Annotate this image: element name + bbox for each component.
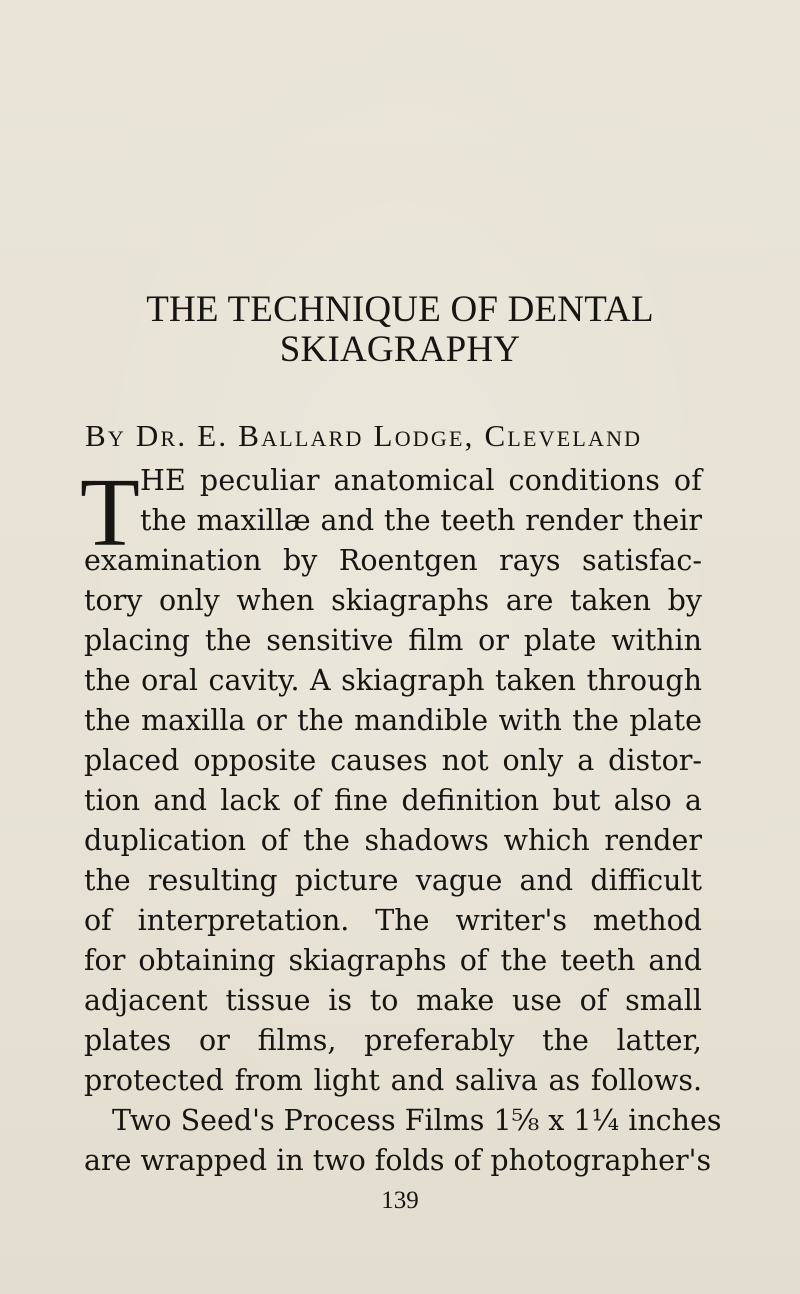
- body-text-line: plates or films, preferably the latter,: [84, 1024, 702, 1057]
- body-text-line: the resulting picture vague and difficult: [84, 864, 702, 897]
- article-title-line-2: SKIAGRAPHY: [279, 329, 521, 370]
- article-title-line-1: THE TECHNIQUE OF DENTAL: [146, 289, 654, 330]
- body-text-line: the maxillæ and the teeth render their: [140, 504, 702, 537]
- body-text-line: duplication of the shadows which render: [84, 824, 702, 857]
- body-text-line: HE peculiar anatomical conditions of: [140, 464, 702, 497]
- drop-cap: T: [80, 459, 140, 567]
- body-text-line: protected from light and saliva as follows.: [84, 1064, 702, 1097]
- page-number: 139: [381, 1187, 419, 1214]
- body-text-line: the oral cavity. A skiagraph taken through: [84, 664, 702, 697]
- body-text-line: for obtaining skiagraphs of the teeth and: [84, 944, 702, 977]
- body-text-line: tory only when skiagraphs are taken by: [84, 584, 702, 617]
- body-text-line: Two Seed's Process Films 1⅝ x 1¼ inches: [112, 1104, 722, 1137]
- body-text-line: tion and lack of fine definition but also a: [84, 784, 702, 817]
- author-byline: By Dr. E. Ballard Lodge, Cleveland: [85, 418, 643, 453]
- body-text-line: are wrapped in two folds of photographer's: [84, 1144, 712, 1177]
- body-text-line: of interpretation. The writer's method: [84, 904, 702, 937]
- body-text-line: the maxilla or the mandible with the plate: [84, 704, 702, 737]
- body-text-line: placed opposite causes not only a distor-: [84, 744, 702, 777]
- body-text-line: placing the sensitive film or plate within: [84, 624, 702, 657]
- body-text-line: adjacent tissue is to make use of small: [84, 984, 702, 1017]
- body-text-line: examination by Roentgen rays satisfac-: [84, 544, 702, 577]
